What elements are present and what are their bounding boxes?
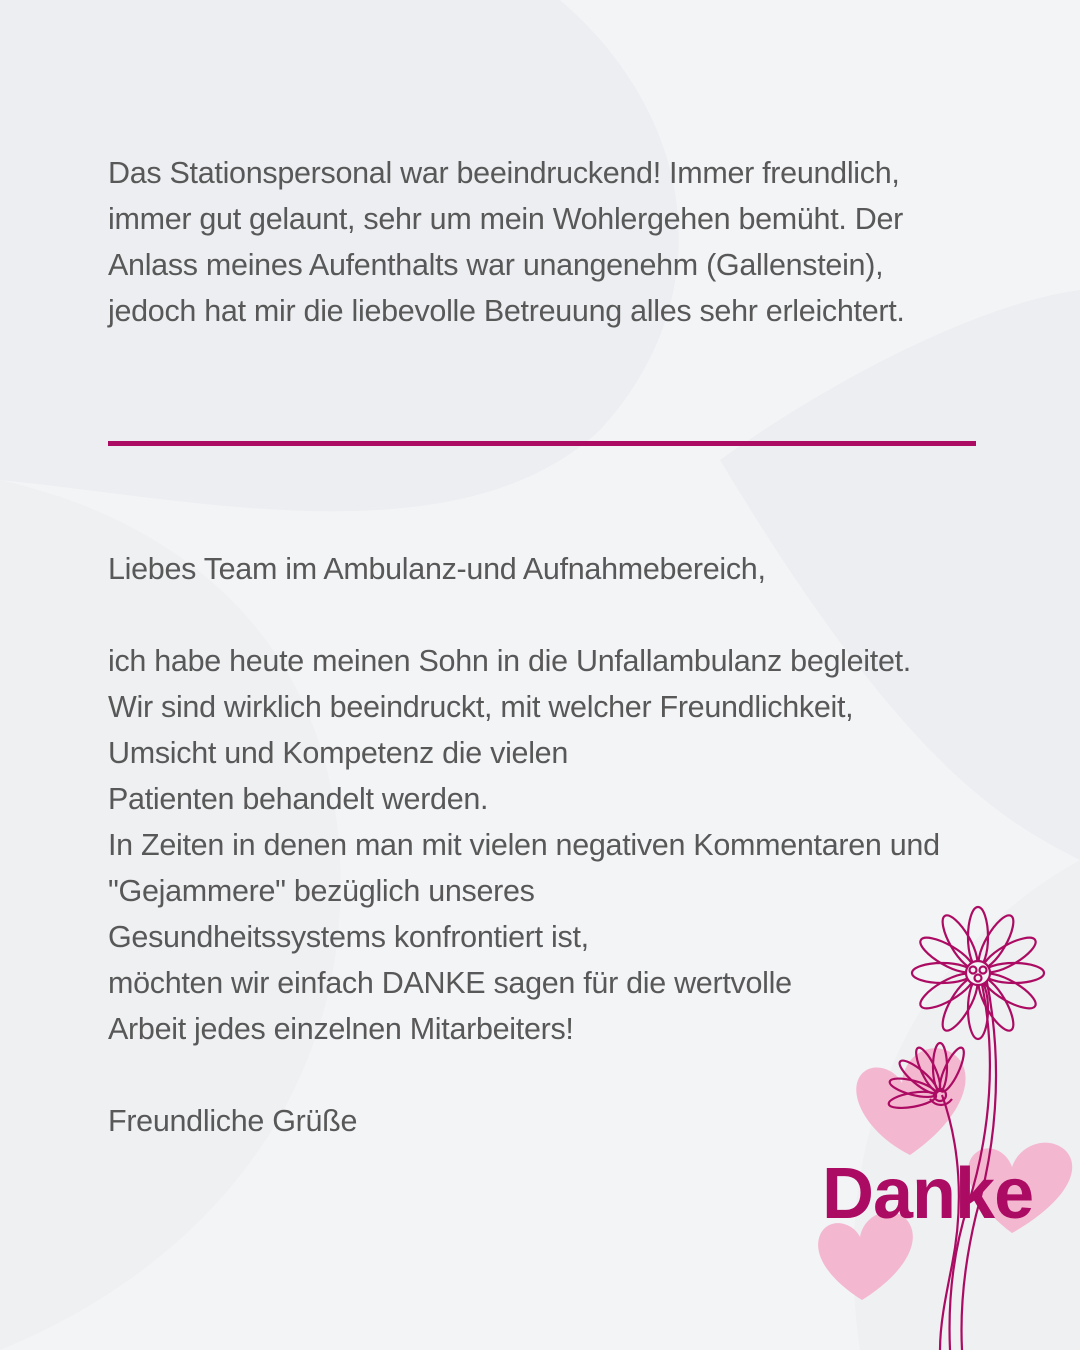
letter-line: Wir sind wirklich beeindruckt, mit welcher Freundlichkeit, [108, 690, 854, 724]
letter-line: Arbeit jedes einzelnen Mitarbeiters! [108, 1012, 574, 1046]
flower-hearts-illustration [800, 905, 1080, 1350]
danke-word: Danke [822, 1154, 1034, 1234]
letter-line: Gesundheitssystems konfrontiert ist, [108, 920, 589, 954]
letter-line: In Zeiten in denen man mit vielen negativen Kommentaren und [108, 828, 940, 862]
quote-line: immer gut gelaunt, sehr um mein Wohlergehen bemüht. Der [108, 202, 903, 236]
testimonial-quote [108, 150, 988, 334]
letter-line: ich habe heute meinen Sohn in die Unfallambulanz begleitet. [108, 644, 911, 678]
letter-closing: Freundliche Grüße [108, 1104, 358, 1138]
letter-salutation: Liebes Team im Ambulanz-und Aufnahmebereich, [108, 552, 766, 586]
quote-line: Das Stationspersonal war beeindruckend! Immer freundlich, [108, 156, 900, 190]
quote-line: jedoch hat mir die liebevolle Betreuung alles sehr erleichtert. [108, 294, 905, 328]
letter-line: Patienten behandelt werden. [108, 782, 489, 816]
quote-line: Anlass meines Aufenthalts war unangenehm (Gallenstein), [108, 248, 884, 282]
letter-line: möchten wir einfach DANKE sagen für die wertvolle [108, 966, 792, 1000]
letter-line: "Gejammere" bezüglich unseres [108, 874, 535, 908]
divider-line [108, 441, 976, 446]
letter-line: Umsicht und Kompetenz die vielen [108, 736, 569, 770]
flower-icon [912, 907, 1044, 1039]
